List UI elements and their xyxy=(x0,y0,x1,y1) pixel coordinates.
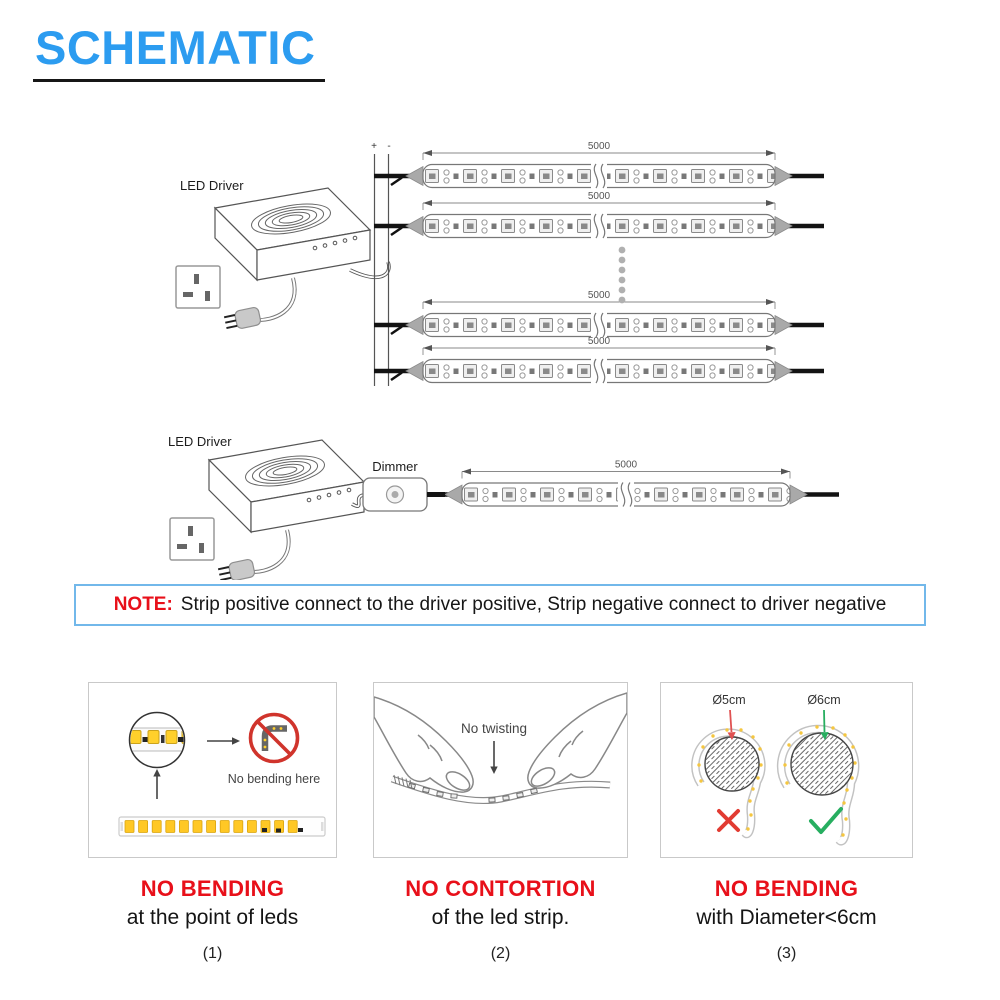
note-label: NOTE: xyxy=(113,594,173,615)
wall-outlet xyxy=(176,266,220,308)
x-mark-icon xyxy=(719,811,738,830)
caption-3-title: NO BENDING xyxy=(714,876,859,901)
diameter-5cm-label: Ø5cm xyxy=(712,693,746,707)
right-hand xyxy=(528,693,627,790)
no-twisting-illustration xyxy=(374,683,627,857)
note-box xyxy=(74,584,926,626)
left-hand xyxy=(374,697,473,794)
arrow-down-icon xyxy=(490,741,497,774)
strip-length-label: 5000 xyxy=(614,459,638,471)
bus-negative-label: - xyxy=(387,141,391,152)
power-plug xyxy=(223,307,261,332)
diameter-6cm-label: Ø6cm xyxy=(807,693,841,707)
caption-2 xyxy=(373,876,628,963)
coil-ok xyxy=(781,725,857,841)
continuation-dots xyxy=(619,277,626,284)
caption-1-subtitle: at the point of leds xyxy=(126,906,299,929)
caption-2-title: NO CONTORTION xyxy=(405,876,596,901)
check-mark-icon xyxy=(811,809,841,832)
caption-1-number: (1) xyxy=(202,945,223,962)
strip-length-label: 5000 xyxy=(587,336,611,347)
dimmer-label: Dimmer xyxy=(372,459,418,474)
power-plug xyxy=(217,559,255,580)
caption-1 xyxy=(88,876,337,963)
led-driver-2 xyxy=(170,440,364,580)
continuation-dots xyxy=(619,257,626,264)
caption-1-title: NO BENDING xyxy=(140,876,285,901)
wiring-diagram xyxy=(0,120,1000,580)
arrow-right-icon xyxy=(207,737,240,745)
continuation-dots xyxy=(619,267,626,274)
continuation-dots xyxy=(619,287,626,294)
caption-2-number: (2) xyxy=(490,945,511,962)
strip-length-label: 5000 xyxy=(587,191,611,202)
no-bending-illustration xyxy=(89,683,336,857)
no-twisting-text: No twisting xyxy=(460,721,528,736)
led-strip xyxy=(374,141,824,190)
caption-3 xyxy=(660,876,913,963)
bus-positive-label: + xyxy=(371,141,377,152)
led-strip xyxy=(374,290,824,339)
wall-outlet xyxy=(170,518,214,560)
note-text: Strip positive connect to the driver positive, Strip negative connect to driver negative xyxy=(180,594,887,615)
dimmer xyxy=(363,478,427,511)
led-strip xyxy=(413,460,839,509)
panel-no-contortion xyxy=(373,682,628,858)
panel-no-bending-diameter xyxy=(660,682,913,858)
continuation-dots xyxy=(619,247,626,254)
led-driver-label-1: LED Driver xyxy=(180,178,244,193)
no-bending-here-text: No bending here xyxy=(227,772,321,786)
strip-length-label: 5000 xyxy=(587,290,611,301)
diagram-line-art xyxy=(170,141,839,580)
led-strip xyxy=(374,336,824,385)
diameter-illustration xyxy=(661,683,912,857)
arrow-up-icon xyxy=(153,769,160,799)
caption-3-number: (3) xyxy=(776,945,797,962)
led-driver-label-2: LED Driver xyxy=(168,434,232,449)
continuation-dots xyxy=(619,297,626,304)
caption-3-subtitle: with Diameter<6cm xyxy=(696,906,877,929)
led-strip-photo xyxy=(119,817,325,836)
no-bend-prohibition-icon xyxy=(251,715,298,762)
led-driver-1 xyxy=(176,188,370,332)
led-strip xyxy=(374,191,824,240)
caption-2-subtitle: of the led strip. xyxy=(431,906,570,929)
page-title: SCHEMATIC xyxy=(33,22,325,82)
strip-length-label: 5000 xyxy=(587,141,611,152)
panel-no-bending-leds xyxy=(88,682,337,858)
